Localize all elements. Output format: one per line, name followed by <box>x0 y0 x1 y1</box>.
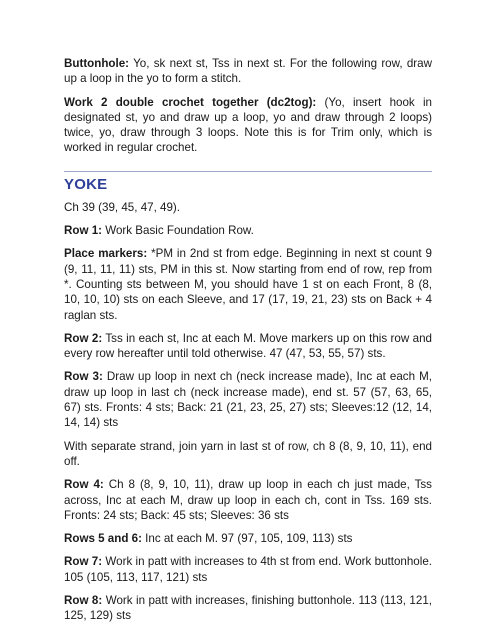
buttonhole-paragraph <box>64 56 432 87</box>
dc2tog-paragraph <box>64 95 432 156</box>
paragraph-label: Row 8: <box>64 594 103 608</box>
chain-paragraph <box>64 200 432 215</box>
paragraph-text: Tss in each st, Inc at each M. Move markers up on this row and every row hereafter until told otherwise. 47 (47, 53, 55, 57) sts. <box>64 331 432 361</box>
paragraph-label: Place markers: <box>64 247 148 261</box>
paragraph-text: Work in patt with increases, finishing buttonhole. 113 (113, 121, 125, 129) sts <box>64 594 432 623</box>
separate-strand-paragraph <box>64 439 432 470</box>
paragraph-text: (Yo, insert hook in designated st, yo and draw up a loop, yo and draw through 2 loops) twice, yo, draw through 3 loops. Note this is for Trim only, which is worked in regular crochet. <box>64 95 432 155</box>
paragraph-label: Work 2 double crochet together (dc2tog): <box>64 95 317 109</box>
document-page <box>64 56 432 632</box>
paragraph-text: Ch 8 (8, 9, 10, 11), draw up loop in each ch just made, Tss across, Inc at each M, draw up loop in each ch, cont in Tss. 169 sts. Fronts: 24 sts; Back: 45 sts; Sleeves: 36 sts <box>64 478 432 522</box>
section-heading: YOKE <box>64 175 108 193</box>
paragraph-text: With separate strand, join yarn in last st of row, ch 8 (8, 9, 10, 11), end off. <box>64 439 432 468</box>
place-markers-paragraph <box>64 246 432 322</box>
row7-paragraph <box>64 554 432 585</box>
paragraph-label: Buttonhole: <box>64 57 130 70</box>
paragraph-label: Rows 5 and 6: <box>64 532 142 546</box>
row1-paragraph <box>64 223 432 238</box>
paragraph-label: Row 1: <box>64 224 103 238</box>
rows5-6-paragraph <box>64 531 432 546</box>
section-divider <box>64 171 432 172</box>
paragraph-label: Row 2: <box>64 331 103 345</box>
row4-paragraph <box>64 477 432 523</box>
paragraph-label: Row 7: <box>64 555 103 569</box>
paragraph-text: Ch 39 (39, 45, 47, 49). <box>64 200 181 214</box>
paragraph-text: Yo, sk next st, Tss in next st. For the following row, draw up a loop in the yo to form a stitch. <box>64 57 432 86</box>
paragraph-label: Row 4: <box>64 478 104 492</box>
paragraph-text: Draw up loop in next ch (neck increase made), Inc at each M, draw up loop in last ch (neck increase made), end st. 57 (57, 63, 65, 67) sts. Fronts: 4 sts; Back: 21 (21, 23, 25, 27) sts; Sleeves:12 (12, 14, 14, 14) sts <box>64 370 432 430</box>
row2-paragraph <box>64 331 432 362</box>
paragraph-label: Row 3: <box>64 370 103 384</box>
paragraph-text: Work in patt with increases to 4th st from end. Work buttonhole. 105 (105, 113, 117, 121) sts <box>64 555 432 584</box>
row8-paragraph <box>64 593 432 624</box>
row3-paragraph <box>64 369 432 430</box>
paragraph-text: Work Basic Foundation Row. <box>102 224 254 238</box>
paragraph-text: Inc at each M. 97 (97, 105, 109, 113) sts <box>141 532 353 546</box>
paragraph-text: *PM in 2nd st from edge. Beginning in next st count 9 (9, 11, 11, 11) sts, PM in this st. Now starting from end of row, rep from *. Counting sts between M, you should have 1 st on each Front, 8 (8, 10, 10, 10) sts on each Sleeve, and 17 (17, 19, 21, 23) sts on Back + 4 raglan sts. <box>64 247 432 322</box>
